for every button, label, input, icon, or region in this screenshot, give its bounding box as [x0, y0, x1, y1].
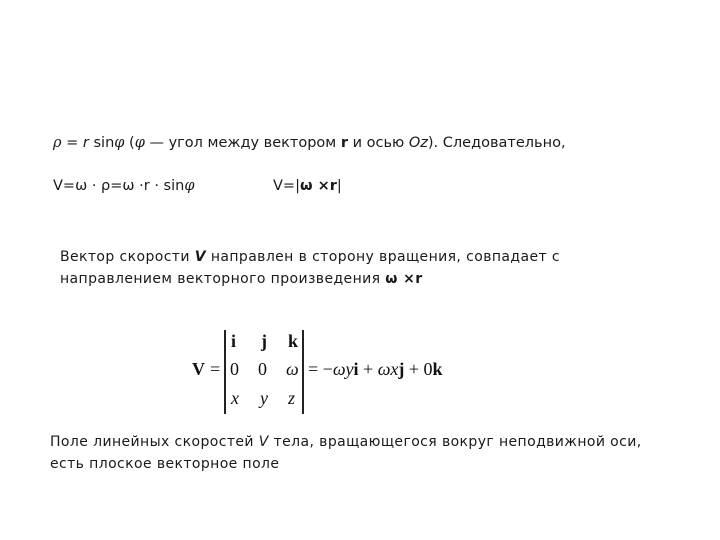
cell-r1c3: k	[288, 331, 299, 351]
matrix-lhs-eq: =	[210, 359, 221, 379]
para1-text-b: направлен в сторону вращения, совпадает с	[205, 249, 560, 265]
velocity-expression: V=ω · ρ=ω ·r · sin	[53, 178, 185, 194]
consequently-text: ). Следовательно,	[427, 135, 566, 151]
paragraph-direction-line1	[60, 249, 560, 265]
rhs-omega-y: ωy	[332, 359, 354, 379]
velocity-formula-vector	[273, 178, 342, 194]
rhs-i: i	[353, 359, 359, 379]
sin-text: sin	[88, 135, 115, 151]
cell-r2c1: 0	[230, 359, 239, 379]
rho-symbol: ρ	[53, 135, 62, 151]
axis-text: и осью	[348, 135, 409, 151]
paren-open: (	[124, 135, 135, 151]
cell-r2c3: ω	[286, 359, 299, 379]
para2-text-c: есть плоское векторное поле	[50, 456, 280, 472]
angle-description: — угол между вектором	[144, 135, 341, 151]
cell-r1c1: i	[231, 331, 237, 351]
vector-r: r	[340, 135, 348, 151]
matrix-rhs	[308, 359, 443, 380]
paragraph-field-line2	[50, 456, 279, 472]
para1-text-a: Вектор скорости	[60, 249, 195, 265]
r-symbol: r	[82, 135, 89, 151]
para2-text-a: Поле линейных скоростей	[50, 434, 259, 450]
para1-text-c: направлением векторного произведения	[60, 271, 386, 287]
phi-symbol-2: φ	[134, 135, 145, 151]
para2-text-b: тела, вращающегося вокруг неподвижной оси,	[268, 434, 642, 450]
vector-v: V	[194, 249, 206, 265]
cell-r3c2: y	[260, 388, 268, 408]
rhs-minus: −	[322, 359, 333, 379]
axis-oz: Oz	[408, 135, 428, 151]
velocity-abs-open: V=|	[273, 178, 300, 194]
cross-product: ω ×r	[299, 178, 337, 194]
phi-symbol-3: φ	[184, 178, 195, 194]
determinant-formula	[192, 328, 452, 418]
velocity-abs-close: |	[336, 178, 342, 194]
velocity-formula-scalar	[53, 178, 194, 194]
rhs-k: k	[432, 359, 443, 379]
rhs-omega-x: ωx	[377, 359, 399, 379]
vector-v-2: V	[258, 434, 269, 450]
cross-product-2: ω ×r	[385, 271, 423, 287]
paragraph-field-line1	[50, 434, 642, 450]
det-bar-left	[224, 330, 226, 414]
matrix-lhs-v: V	[192, 359, 205, 379]
rhs-j: j	[398, 359, 405, 379]
det-bar-right	[302, 330, 304, 414]
cell-r3c3: z	[288, 388, 296, 408]
equals: =	[61, 135, 83, 151]
rhs-plus: +	[358, 359, 378, 379]
cell-r3c1: x	[231, 388, 239, 408]
rhs-tail: + 0	[404, 359, 433, 379]
cell-r2c2: 0	[258, 359, 267, 379]
formula-line-rho	[53, 135, 566, 151]
cell-r1c2: j	[261, 331, 267, 351]
phi-symbol: φ	[114, 135, 125, 151]
rhs-eq: =	[308, 359, 319, 379]
paragraph-direction-line2	[60, 271, 423, 287]
